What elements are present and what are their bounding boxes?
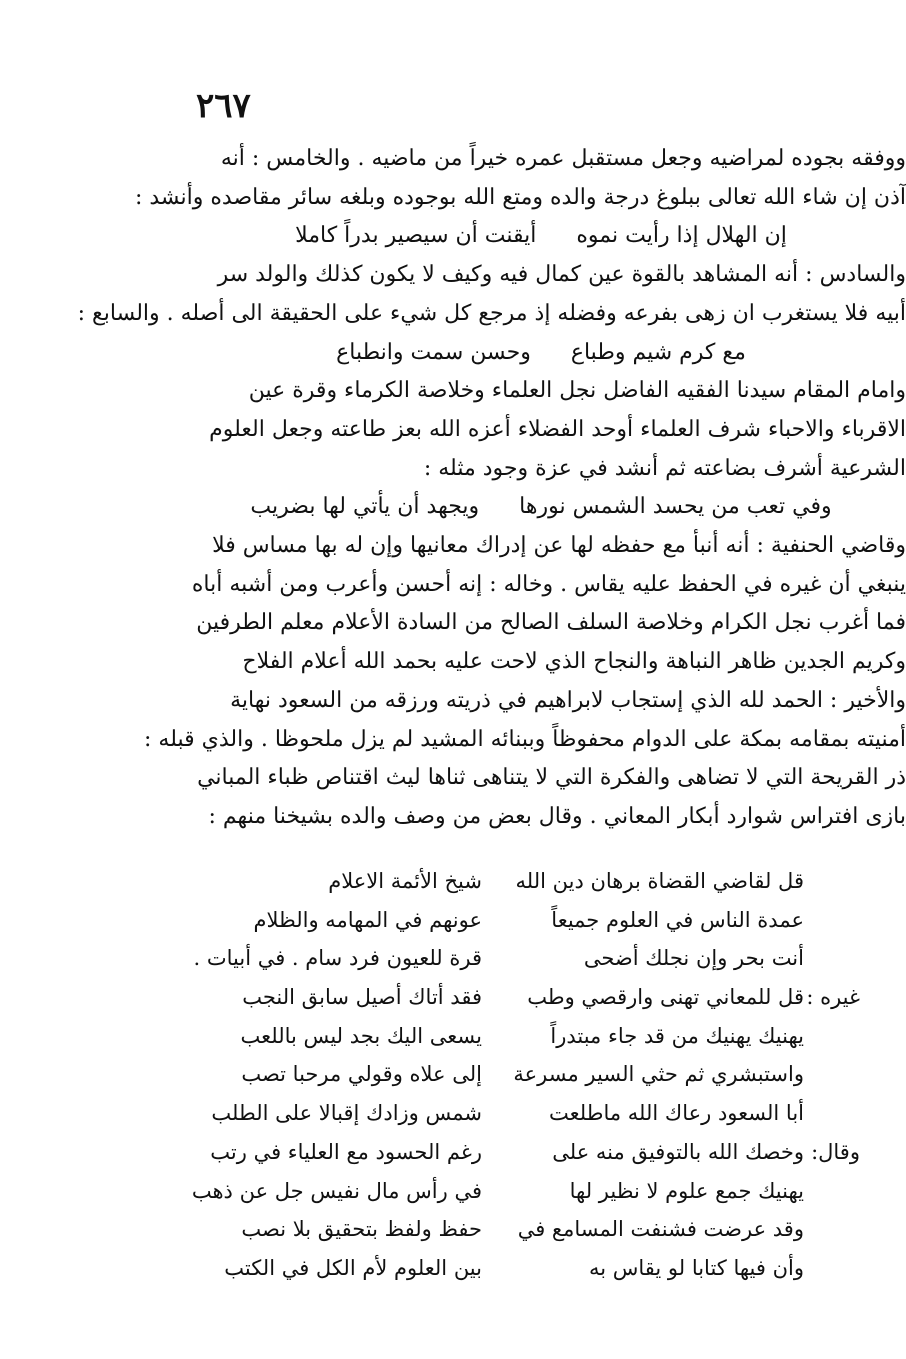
poem-verse <box>160 862 860 901</box>
text-line: فما أغرب نجل الكرام وخلاصة السلف الصالح من السادة الأعلام معلم الطرفين <box>196 610 906 636</box>
verse-line <box>176 488 906 527</box>
text-line: أبيه فلا يستغرب ان زهى بفرعه وفضله إذ مرجع كل شيء على الحقيقة الى أصله . والسابع : <box>77 300 906 326</box>
verse-first-hemistich: مع كرم شيم وطباع <box>570 339 746 365</box>
verse-second-hemistich: إلى علاه وقولي مرحبا تصب <box>241 1062 482 1087</box>
poem-verse <box>160 901 860 940</box>
verse-first-hemistich: قل للمعاني تهنى وارقصي وطب <box>527 985 804 1010</box>
text-line: الشرعية أشرف بضاعته ثم أنشد في عزة وجود مثله : <box>423 455 906 481</box>
verse-second-hemistich: وحسن سمت وانطباع <box>336 339 531 365</box>
text-line: آذن إن شاء الله تعالى ببلوغ درجة والده ومتع الله بوجوده وبلغه سائر مقاصده وأنشد : <box>134 184 906 210</box>
prose-block <box>77 140 906 837</box>
text-line: الاقرباء والاحباء شرف العلماء أوحد الفضلاء أعزه الله بعز طاعته وجعل العلوم <box>209 416 906 442</box>
verse-first-hemistich: أنت بحر وإن نجلك أضحى <box>583 946 804 971</box>
poem-verse <box>160 978 860 1017</box>
verse-first-hemistich: عمدة الناس في العلوم جميعاً <box>551 907 804 932</box>
text-line: والأخير : الحمد لله الذي إستجاب لابراهيم في ذريته ورزقه من السعود نهاية <box>230 687 906 713</box>
verse-second-hemistich: بين العلوم لأم الكل في الكتب <box>224 1255 482 1280</box>
poem-verse <box>160 939 860 978</box>
verse-second-hemistich: يسعى اليك بجد ليس باللعب <box>240 1023 482 1048</box>
poem-verse <box>160 1249 860 1288</box>
poem-verse <box>160 1172 860 1211</box>
text-line: أمنيته بمقامه بمكة على الدوام محفوظاً وببنائه المشيد لم يزل ملحوظا . والذي قبله : <box>144 726 906 752</box>
verse-first-hemistich: يهنيك جمع علوم لا نظير لها <box>569 1178 804 1203</box>
verse-first-hemistich: وقد عرضت فشنفت المسامع في <box>517 1217 804 1242</box>
verse-second-hemistich: رغم الحسود مع العلياء في رتب <box>210 1139 482 1164</box>
verse-first-hemistich: قل لقاضي القضاة برهان دين الله <box>515 869 804 893</box>
verse-second-hemistich: أيقنت أن سيصير بدراً كاملا <box>295 223 537 249</box>
verse-first-hemistich: وأن فيها كتابا لو يقاس به <box>588 1255 804 1280</box>
text-line: وكريم الجدين ظاهر النباهة والنجاح الذي لاحت عليه بحمد الله أعلام الفلاح <box>242 649 906 675</box>
text-line: والسادس : أنه المشاهد بالقوة عين كمال فيه وكيف لا يكون كذلك والولد سر <box>217 262 906 288</box>
poem-verse <box>160 1133 860 1172</box>
verse-second-hemistich: حفظ ولفظ بتحقيق بلا نصب <box>241 1217 482 1242</box>
verse-first-hemistich: وخصك الله بالتوفيق منه على <box>552 1139 804 1164</box>
verse-first-hemistich: أبا السعود رعاك الله ماطلعت <box>549 1101 804 1126</box>
verse-line <box>176 334 906 373</box>
verse-first-hemistich: يهنيك يهنيك من قد جاء مبتدراً <box>550 1023 804 1048</box>
verse-first-hemistich: إن الهلال إذا رأيت نموه <box>576 223 787 249</box>
poem-verse <box>160 1210 860 1249</box>
text-line: ذر القريحة التي لا تضاهى والفكرة التي لا يتناهى ثناها ليث اقتناص ظباء المباني <box>197 765 906 791</box>
verse-second-hemistich: عونهم في المهامه والظلام <box>253 907 482 932</box>
text-line: ووفقه بجوده لمراضيه وجعل مستقبل عمره خيراً من ماضيه . والخامس : أنه <box>220 146 906 171</box>
verse-second-hemistich: قرة للعيون فرد سام . في أبيات . <box>193 946 482 971</box>
text-line: بازى افتراس شوارد أبكار المعاني . وقال بعض من وصف والده بشيخنا منهم : <box>208 803 906 829</box>
poem-block <box>160 862 860 1288</box>
text-line: ينبغي أن غيره في الحفظ عليه يقاس . وخاله : إنه أحسن وأعرب ومن أشبه أباه <box>191 571 906 597</box>
verse-line <box>176 217 906 256</box>
verse-second-hemistich: فقد أتاك أصيل سابق النجب <box>242 985 482 1010</box>
verse-second-hemistich: في رأس مال نفيس جل عن ذهب <box>191 1178 482 1203</box>
poem-marker: وقال: <box>811 1139 860 1164</box>
verse-second-hemistich: ويجهد أن يأتي لها بضريب <box>250 494 480 520</box>
verse-first-hemistich: واستبشري ثم حثي السير مسرعة <box>513 1062 804 1087</box>
verse-second-hemistich: شيخ الأئمة الاعلام <box>328 869 482 893</box>
poem-marker: غيره : <box>806 985 860 1010</box>
page-number: ٢٦٧ <box>196 86 251 126</box>
verse-second-hemistich: شمس وزادك إقبالا على الطلب <box>211 1101 482 1126</box>
poem-verse <box>160 1055 860 1094</box>
text-line: وقاضي الحنفية : أنه أنبأ مع حفظه لها عن إدراك معانيها وإن له بها مساس فلا <box>212 533 906 559</box>
verse-first-hemistich: وفي تعب من يحسد الشمس نورها <box>519 494 832 520</box>
text-line: وامام المقام سيدنا الفقيه الفاضل نجل العلماء وخلاصة الكرماء وقرة عين <box>248 378 906 404</box>
poem-verse <box>160 1094 860 1133</box>
poem-verse <box>160 1017 860 1056</box>
